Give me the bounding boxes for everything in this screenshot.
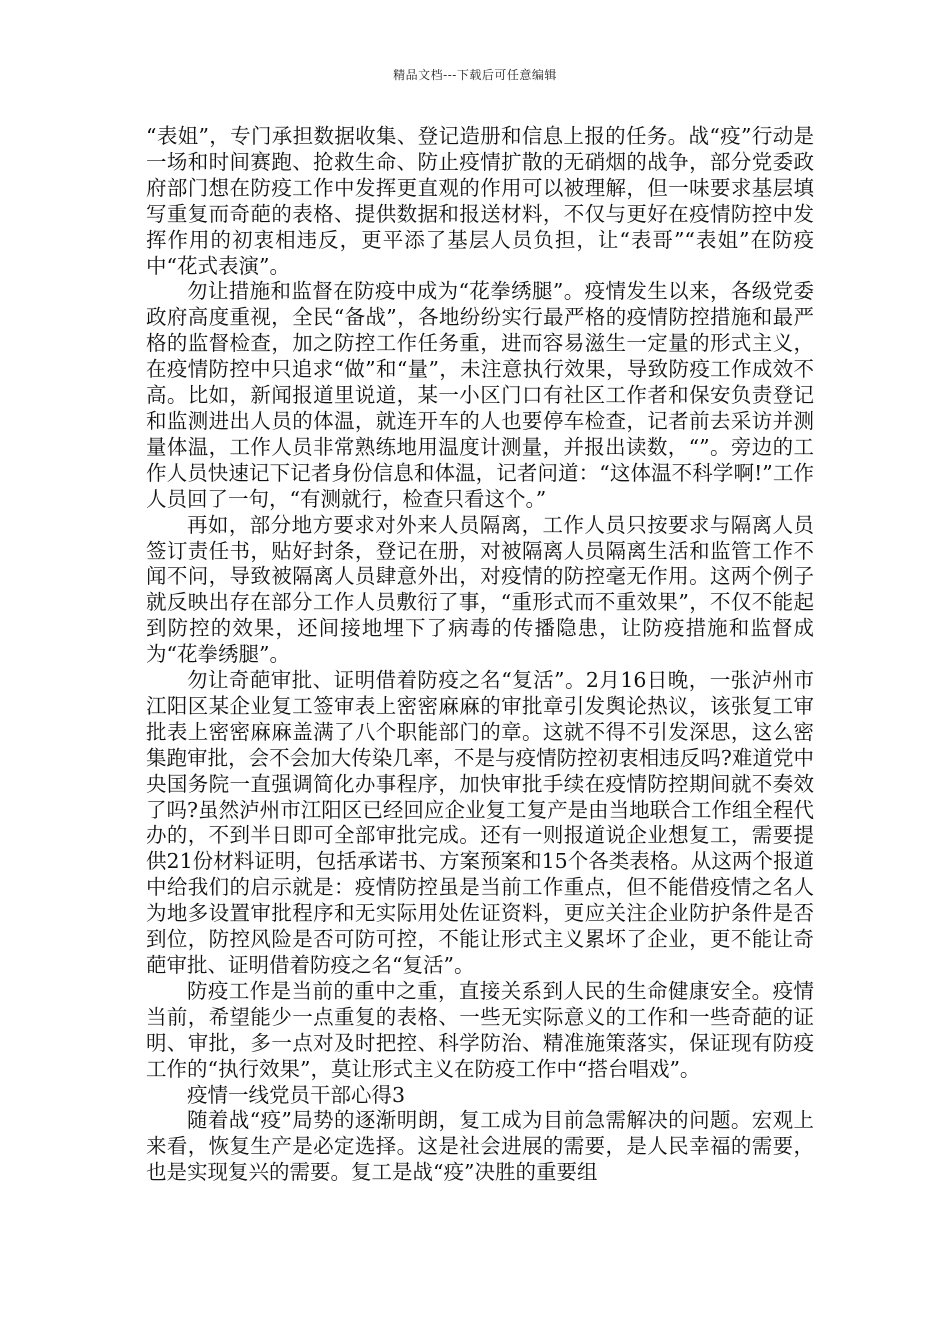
page-header: 精品文档---下载后可任意编辑 <box>393 68 557 82</box>
paragraph: 勿让奇葩审批、证明借着防疫之名“复活”。2月16日晚，一张泸州市江阳区某企业复工签审表上密密麻麻的审批章引发舆论热议，该张复工审批表上密密麻麻盖满了八个职能部门的章。这就不得不引发深思，这么密集跑审批，会不会加大传染几率，不是与疫情防控初衷相违反吗?难道党中央国务院一直强调简化办事程序，加快审批手续在疫情防控期间就不奏效了吗?虽然泸州市江阳区已经回应企业复工复产是由当地联合工作组全程代办的，不到半日即可全部审批完成。还有一则报道说企业想复工，需要提供21份材料证明，包括承诺书、方案预案和15个各类表格。从这两个报道中给我们的启示就是：疫情防控虽是当前工作重点，但不能借疫情之名人为地多设置审批程序和无实际用处佐证资料，更应关注企业防护条件是否到位，防控风险是否可防可控，不能让形式主义累坏了企业，更不能让奇葩审批、证明借着防疫之名“复活”。 <box>146 668 814 977</box>
section-heading: 疫情一线党员干部心得3 <box>187 1082 406 1107</box>
paragraph: 勿让措施和监督在防疫中成为“花拳绣腿”。疫情发生以来，各级党委政府高度重视，全民“备战”，各地纷纷实行最严格的疫情防控措施和最严格的监督检查，加之防控工作任务重，进而容易滋生一定量的形式主义，在疫情防控中只追求“做”和“量”，未注意执行效果，导致防疫工作成效不高。比如，新闻报道里说道，某一小区门口有社区工作者和保安负责登记和监测进出人员的体温，就连开车的人也要停车检查，记者前去采访并测量体温，工作人员非常熟练地用温度计测量，并报出读数，“”。旁边的工作人员快速记下记者身份信息和体温，记者问道：“这体温不科学啊!”工作人员回了一句，“有测就行，检查只看这个。” <box>146 279 814 511</box>
document-body <box>146 124 814 1186</box>
paragraph: 再如，部分地方要求对外来人员隔离，工作人员只按要求与隔离人员签订责任书，贴好封条，登记在册，对被隔离人员隔离生活和监管工作不闻不问，导致被隔离人员肆意外出，对疫情的防控毫无作用。这两个例子就反映出存在部分工作人员敷衍了事，“重形式而不重效果”，不仅不能起到防控的效果，还间接地埋下了病毒的传播隐患，让防疫措施和监督成为“花拳绣腿”。 <box>146 512 814 667</box>
paragraph: 防疫工作是当前的重中之重，直接关系到人民的生命健康安全。疫情当前，希望能少一点重复的表格、一些无实际意义的工作和一些奇葩的证明、审批，多一点对及时把控、科学防治、精准施策落实，保证现有防疫工作的“执行效果”，莫让形式主义在防疫工作中“搭台唱戏”。 <box>146 978 814 1081</box>
paragraph: 随着战“疫”局势的逐渐明朗，复工成为目前急需解决的问题。宏观上来看，恢复生产是必定选择。这是社会进展的需要，是人民幸福的需要，也是实现复兴的需要。复工是战“疫”决胜的重要组 <box>146 1108 814 1185</box>
paragraph: “表姐”，专门承担数据收集、登记造册和信息上报的任务。战“疫”行动是一场和时间赛跑、抢救生命、防止疫情扩散的无硝烟的战争，部分党委政府部门想在防疫工作中发挥更直观的作用可以被理解，但一味要求基层填写重复而奇葩的表格、提供数据和报送材料，不仅与更好在疫情防控中发挥作用的初衷相违反，更平添了基层人员负担，让“表哥”“表姐”在防疫中“花式表演”。 <box>146 124 814 278</box>
